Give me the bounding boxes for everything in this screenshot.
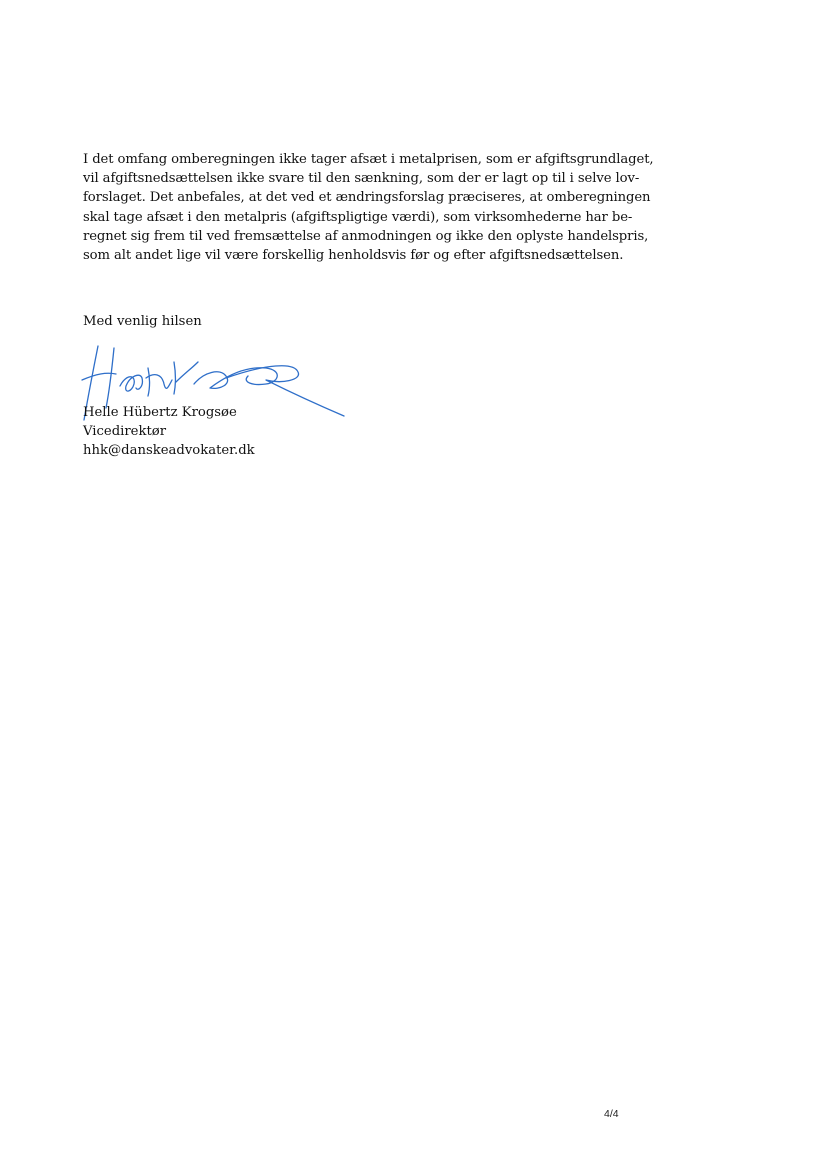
page-number: 4/4 [604, 1108, 619, 1120]
sender-block [83, 403, 255, 461]
paragraph-line: I det omfang omberegningen ikke tager afsæt i metalprisen, som er afgiftsgrundlaget, [83, 152, 654, 167]
paragraph-line: som alt andet lige vil være forskellig henholdsvis før og efter afgiftsnedsættelsen. [83, 248, 624, 264]
sender-name: Helle Hübertz Krogsøe [83, 405, 237, 420]
paragraph-line: forslaget. Det anbefales, at det ved et ændringsforslag præciseres, at omberegningen [83, 190, 651, 206]
body-paragraph [83, 150, 654, 265]
paragraph-line: regnet sig frem til ved fremsættelse af anmodningen og ikke den oplyste handelspris, [83, 228, 649, 244]
paragraph-line: vil afgiftsnedsættelsen ikke svare til den sænkning, som der er lagt op til i selve lov- [83, 171, 640, 187]
paragraph-line: skal tage afsæt i den metalpris (afgiftspligtige værdi), som virksomhederne har be- [83, 209, 633, 225]
sender-email: hhk@danskeadvokater.dk [83, 443, 255, 459]
closing-salutation: Med venlig hilsen [83, 314, 202, 329]
sender-title: Vicedirektør [83, 424, 167, 440]
